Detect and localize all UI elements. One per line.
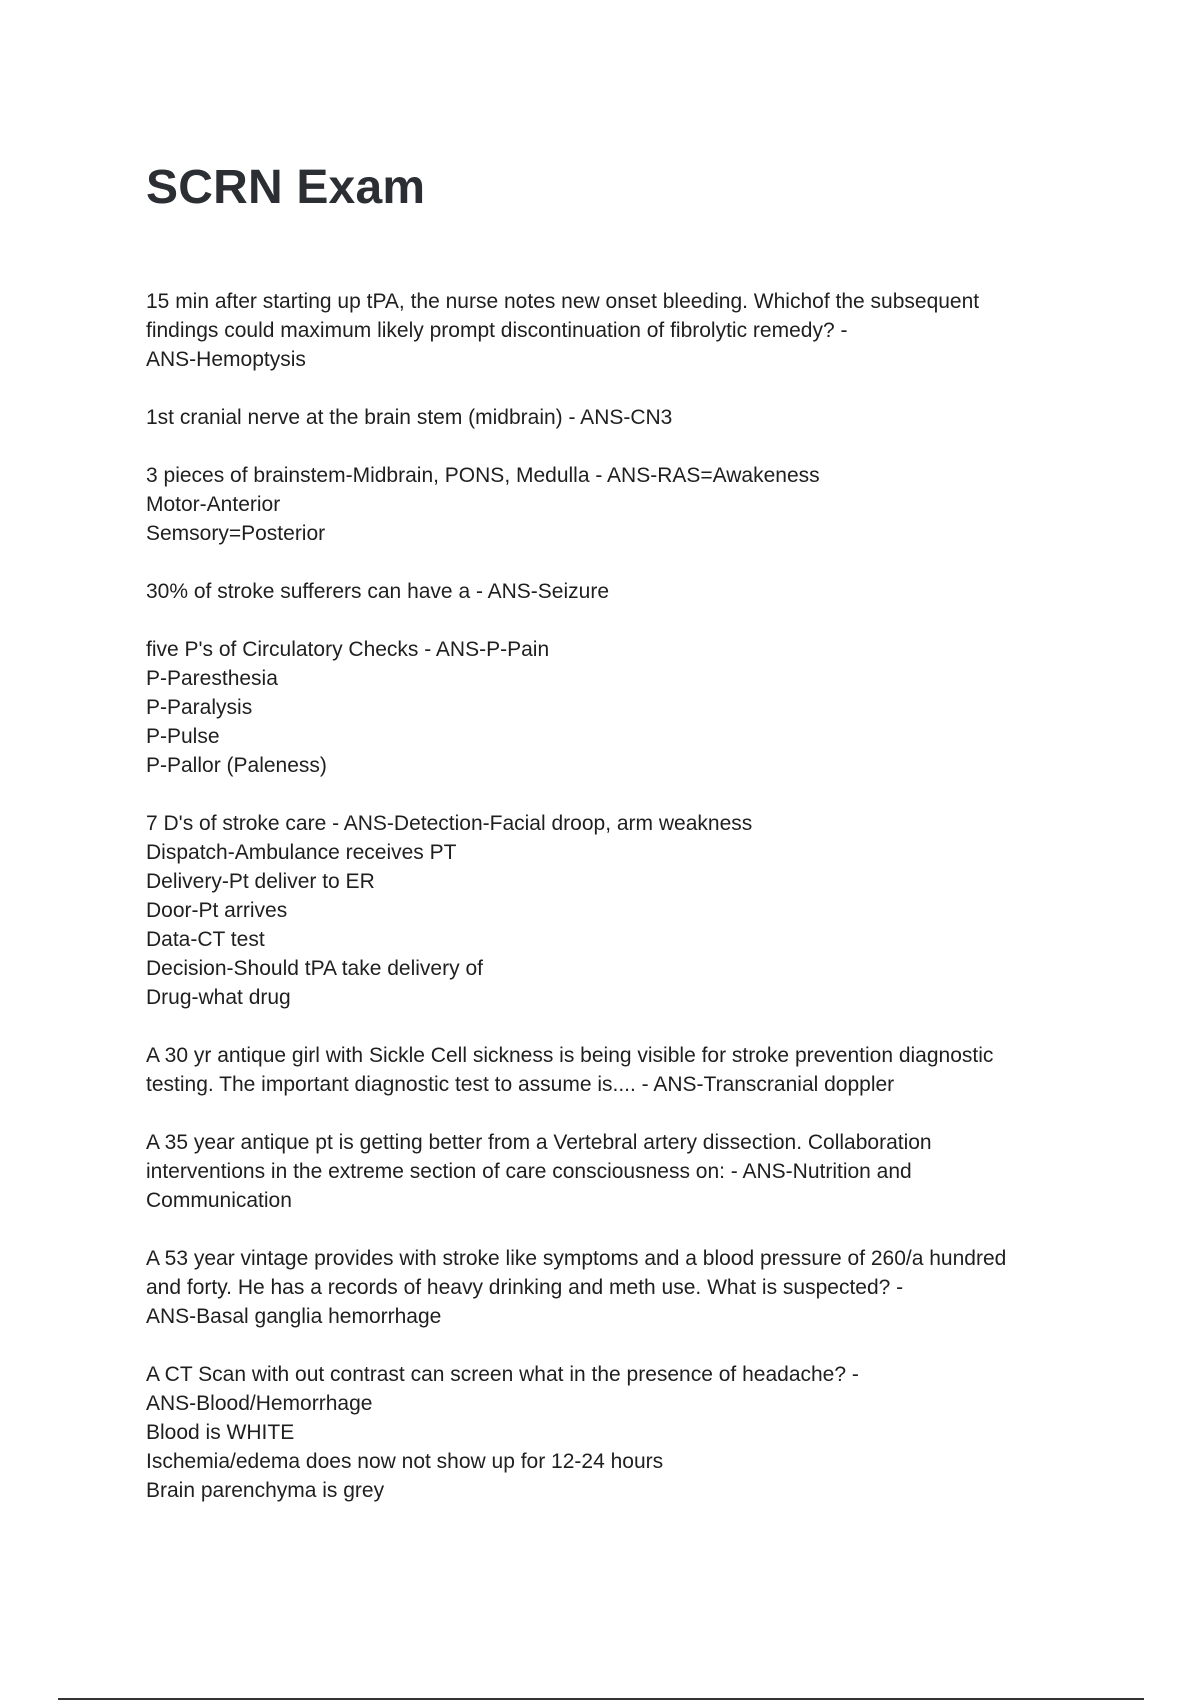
qa-entry-line: Data-CT test bbox=[146, 928, 265, 951]
qa-entry-line: Dispatch-Ambulance receives PT bbox=[146, 841, 457, 864]
qa-entry-question: 3 pieces of brainstem-Midbrain, PONS, Medulla - ANS-RAS=Awakeness bbox=[146, 464, 820, 487]
qa-entry-line: Drug-what drug bbox=[146, 986, 291, 1009]
qa-entry-line: testing. The important diagnostic test to assume is.... - ANS-Transcranial doppler bbox=[146, 1073, 895, 1096]
qa-entry-line: and forty. He has a records of heavy drinking and meth use. What is suspected? - bbox=[146, 1276, 904, 1299]
qa-entry bbox=[146, 577, 1076, 606]
qa-entry-line: P-Paralysis bbox=[146, 696, 253, 719]
qa-entry bbox=[146, 461, 1076, 548]
qa-entry bbox=[146, 635, 1076, 780]
qa-entry-line: Ischemia/edema does now not show up for 12-24 hours bbox=[146, 1450, 664, 1473]
qa-list bbox=[146, 287, 1076, 1534]
qa-entry-question: 7 D's of stroke care - ANS-Detection-Facial droop, arm weakness bbox=[146, 812, 753, 835]
qa-entry-line: Delivery-Pt deliver to ER bbox=[146, 870, 375, 893]
qa-entry-line: P-Paresthesia bbox=[146, 667, 278, 690]
qa-entry-line: interventions in the extreme section of care consciousness on: - ANS-Nutrition and bbox=[146, 1160, 912, 1183]
qa-entry bbox=[146, 1244, 1076, 1331]
qa-entry-line: Decision-Should tPA take delivery of bbox=[146, 957, 483, 980]
qa-entry-line: Brain parenchyma is grey bbox=[146, 1479, 385, 1502]
qa-entry bbox=[146, 1128, 1076, 1215]
page-title: SCRN Exam bbox=[146, 161, 426, 214]
qa-entry-line: Communication bbox=[146, 1189, 292, 1212]
qa-entry-line: Door-Pt arrives bbox=[146, 899, 288, 922]
qa-entry bbox=[146, 809, 1076, 1012]
qa-entry-question: five P's of Circulatory Checks - ANS-P-Pain bbox=[146, 638, 550, 661]
qa-entry-question: A 35 year antique pt is getting better from a Vertebral artery dissection. Collaboration bbox=[146, 1131, 932, 1154]
qa-entry bbox=[146, 287, 1076, 374]
qa-entry-line: Blood is WHITE bbox=[146, 1421, 295, 1444]
qa-entry bbox=[146, 403, 1076, 432]
qa-entry-question: A CT Scan with out contrast can screen what in the presence of headache? - bbox=[146, 1363, 859, 1386]
qa-entry-question: 1st cranial nerve at the brain stem (midbrain) - ANS-CN3 bbox=[146, 406, 673, 429]
qa-entry-line: Motor-Anterior bbox=[146, 493, 281, 516]
qa-entry-line: ANS-Blood/Hemorrhage bbox=[146, 1392, 373, 1415]
qa-entry-question: A 53 year vintage provides with stroke like symptoms and a blood pressure of 260/a hundred bbox=[146, 1247, 1007, 1270]
qa-entry bbox=[146, 1041, 1076, 1099]
qa-entry-line: P-Pulse bbox=[146, 725, 220, 748]
qa-entry-question: 30% of stroke sufferers can have a - ANS-Seizure bbox=[146, 580, 610, 603]
qa-entry-line: ANS-Basal ganglia hemorrhage bbox=[146, 1305, 442, 1328]
qa-entry-question: 15 min after starting up tPA, the nurse notes new onset bleeding. Whichof the subsequent bbox=[146, 290, 980, 313]
qa-entry-line: P-Pallor (Paleness) bbox=[146, 754, 327, 777]
qa-entry-line: Semsory=Posterior bbox=[146, 522, 326, 545]
qa-entry-question: A 30 yr antique girl with Sickle Cell sickness is being visible for stroke prevention diagnostic bbox=[146, 1044, 994, 1067]
qa-entry-line: ANS-Hemoptysis bbox=[146, 348, 306, 371]
qa-entry bbox=[146, 1360, 1076, 1505]
qa-entry-line: findings could maximum likely prompt discontinuation of fibrolytic remedy? - bbox=[146, 319, 848, 342]
